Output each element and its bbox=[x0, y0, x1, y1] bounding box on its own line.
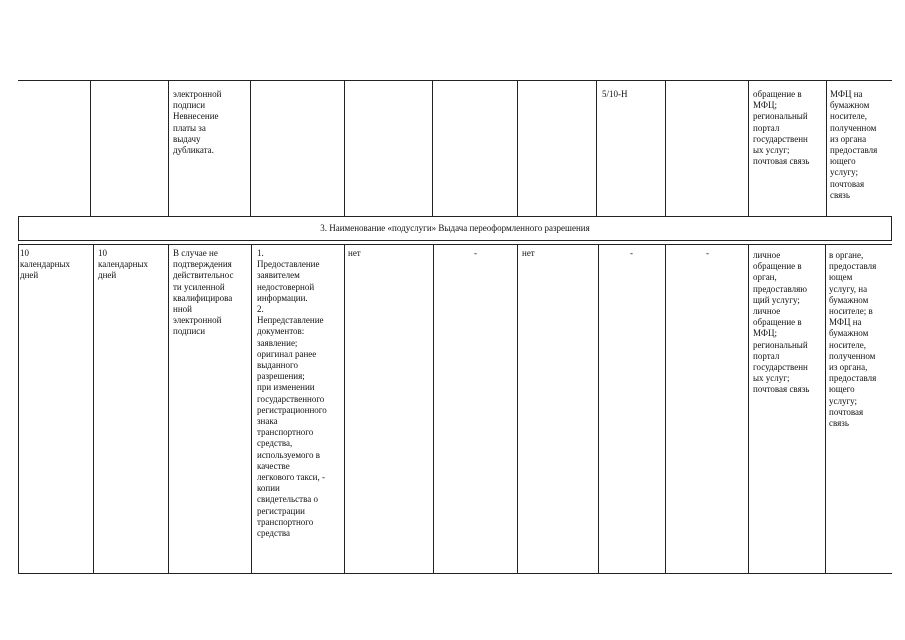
cell-line: почтовая связь bbox=[753, 156, 810, 167]
cell-line: государственн bbox=[753, 133, 808, 144]
v-divider bbox=[90, 80, 91, 216]
cell-line: дней bbox=[20, 270, 39, 281]
table-top-border bbox=[18, 80, 892, 81]
cell-line: услугу; bbox=[829, 395, 858, 406]
row2-col5-cell: нет bbox=[348, 248, 361, 258]
cell-line: выданного bbox=[257, 360, 298, 371]
cell-line: знака bbox=[257, 416, 278, 427]
section-bottom-border bbox=[18, 240, 892, 241]
cell-line: копии bbox=[257, 483, 280, 494]
cell-line: Непредставление bbox=[257, 315, 324, 326]
cell-line: электронной bbox=[173, 315, 222, 326]
cell-line: связь bbox=[830, 189, 850, 200]
v-divider bbox=[748, 80, 749, 216]
section-title: 3. Наименование «подуслуги» Выдача переоформленного разрешения bbox=[320, 223, 590, 233]
cell-line: подписи bbox=[173, 100, 206, 111]
v-divider bbox=[432, 80, 433, 216]
cell-line: полученном bbox=[830, 122, 877, 133]
cell-line: квалифицирова bbox=[173, 292, 233, 303]
row1-col10-cell bbox=[753, 89, 809, 167]
v-divider bbox=[168, 80, 169, 216]
row2-col4-cell bbox=[257, 248, 327, 539]
cell-line: дубликата. bbox=[173, 145, 214, 156]
cell-line: дней bbox=[98, 270, 117, 281]
cell-line: щий услугу; bbox=[753, 294, 800, 305]
v-divider bbox=[250, 80, 251, 216]
cell-line: портал bbox=[753, 122, 780, 133]
cell-line: заявителем bbox=[257, 270, 300, 281]
table-bottom-border bbox=[18, 573, 892, 574]
row1-col11-cell bbox=[830, 89, 877, 201]
cell-line: транспортного bbox=[257, 427, 314, 438]
row2-col11-cell bbox=[829, 250, 876, 429]
row2-top-border bbox=[18, 244, 892, 245]
v-divider bbox=[665, 244, 666, 573]
v-divider bbox=[93, 244, 94, 573]
cell-line: почтовая связь bbox=[753, 384, 810, 395]
cell-line: в органе, bbox=[829, 250, 864, 260]
cell-line: ых услуг; bbox=[753, 373, 790, 384]
cell-line: регистрационного bbox=[257, 404, 327, 415]
cell-line: Невнесение bbox=[173, 111, 219, 122]
cell-line: средства, bbox=[257, 438, 293, 449]
cell-line: из органа bbox=[830, 133, 867, 144]
cell-line: личное bbox=[753, 306, 781, 317]
cell-line: полученном bbox=[829, 350, 876, 361]
cell-line: 10 bbox=[98, 248, 107, 258]
v-divider bbox=[251, 244, 252, 573]
cell-line: предоставля bbox=[829, 261, 877, 272]
cell-line: используемого в bbox=[257, 449, 321, 460]
cell-line: предоставляю bbox=[753, 283, 808, 294]
cell-line: электронной bbox=[173, 89, 222, 99]
cell-line: услугу, на bbox=[829, 283, 868, 294]
row1-col3-cell bbox=[173, 89, 221, 156]
cell-line: бумажном bbox=[829, 294, 869, 305]
cell-line: предоставля bbox=[829, 373, 877, 384]
row2-col3-cell bbox=[173, 248, 233, 338]
cell-line: платы за bbox=[173, 122, 206, 133]
cell-line: личное bbox=[753, 250, 781, 260]
cell-line: предоставля bbox=[830, 145, 878, 156]
cell-line: региональный bbox=[753, 111, 808, 122]
v-divider bbox=[598, 244, 599, 573]
v-divider bbox=[748, 244, 749, 573]
v-divider bbox=[517, 244, 518, 573]
row2-col6-cell: - bbox=[474, 248, 477, 258]
row2-col1-cell bbox=[20, 248, 70, 282]
cell-line: МФЦ на bbox=[830, 89, 863, 99]
cell-line: 10 bbox=[20, 248, 29, 258]
cell-line: бумажном bbox=[830, 100, 870, 111]
cell-line: ющего bbox=[830, 156, 856, 167]
cell-line: орган, bbox=[753, 272, 777, 283]
cell-line: портал bbox=[753, 350, 780, 361]
cell-line: календарных bbox=[20, 259, 71, 270]
cell-line: средства bbox=[257, 528, 291, 539]
v-divider bbox=[517, 80, 518, 216]
cell-line: государственного bbox=[257, 393, 325, 404]
cell-line: обращение в bbox=[753, 89, 802, 99]
v-divider bbox=[665, 80, 666, 216]
cell-line: заявление; bbox=[257, 337, 298, 348]
cell-line: легкового такси, - bbox=[257, 472, 325, 483]
cell-line: ющем bbox=[829, 272, 853, 283]
row2-col8-cell: - bbox=[630, 248, 633, 258]
v-divider bbox=[825, 244, 826, 573]
cell-line: государственн bbox=[753, 362, 808, 373]
cell-line: ющего bbox=[829, 384, 855, 395]
v-divider bbox=[433, 244, 434, 573]
cell-line: нной bbox=[173, 304, 192, 315]
cell-line: 2. bbox=[257, 304, 264, 315]
cell-line: календарных bbox=[98, 259, 149, 270]
cell-line: при изменении bbox=[257, 382, 315, 393]
cell-line: действительнос bbox=[173, 270, 234, 281]
cell-line: подписи bbox=[173, 326, 206, 337]
v-divider bbox=[168, 244, 169, 573]
v-divider bbox=[18, 244, 19, 573]
cell-line: выдачу bbox=[173, 133, 201, 144]
cell-line: почтовая bbox=[829, 406, 864, 417]
cell-line: носителе; в bbox=[829, 306, 873, 317]
cell-line: качестве bbox=[257, 460, 290, 471]
v-divider bbox=[344, 244, 345, 573]
cell-line: носителе, bbox=[829, 339, 867, 350]
cell-line: В случае не bbox=[173, 248, 218, 258]
cell-line: транспортного bbox=[257, 516, 314, 527]
cell-line: документов: bbox=[257, 326, 305, 337]
cell-line: подтверждения bbox=[173, 259, 232, 270]
cell-line: 1. bbox=[257, 248, 264, 258]
cell-line: свидетельства о bbox=[257, 494, 318, 505]
cell-line: обращение в bbox=[753, 317, 802, 328]
cell-line: региональный bbox=[753, 339, 808, 350]
cell-line: услугу; bbox=[830, 167, 859, 178]
cell-line: недостоверной bbox=[257, 281, 315, 292]
row1-col8-cell bbox=[602, 89, 628, 100]
cell-line: разрешения; bbox=[257, 371, 305, 382]
row2-col9-cell: - bbox=[706, 248, 709, 258]
cell-line: МФЦ; bbox=[753, 100, 777, 111]
cell-line: обращение в bbox=[753, 261, 802, 272]
cell-line: бумажном bbox=[829, 328, 869, 339]
v-divider bbox=[596, 80, 597, 216]
row2-col7-cell: нет bbox=[522, 248, 535, 258]
cell-line: ти усиленной bbox=[173, 281, 225, 292]
cell-line: МФЦ; bbox=[753, 328, 777, 339]
cell-line: информации. bbox=[257, 292, 308, 303]
row2-col10-cell bbox=[753, 250, 809, 396]
cell-line: носителе, bbox=[830, 111, 868, 122]
cell-line: связь bbox=[829, 418, 849, 429]
cell-line: 5/10-Н bbox=[602, 89, 628, 99]
v-divider bbox=[344, 80, 345, 216]
cell-line: Предоставление bbox=[257, 259, 320, 270]
cell-line: оригинал ранее bbox=[257, 348, 317, 359]
cell-line: из органа, bbox=[829, 362, 868, 373]
cell-line: почтовая bbox=[830, 178, 865, 189]
v-divider bbox=[826, 80, 827, 216]
cell-line: регистрации bbox=[257, 505, 305, 516]
cell-line: МФЦ на bbox=[829, 317, 862, 328]
cell-line: ых услуг; bbox=[753, 145, 790, 156]
row2-col2-cell bbox=[98, 248, 148, 282]
section-top-border bbox=[18, 216, 892, 217]
